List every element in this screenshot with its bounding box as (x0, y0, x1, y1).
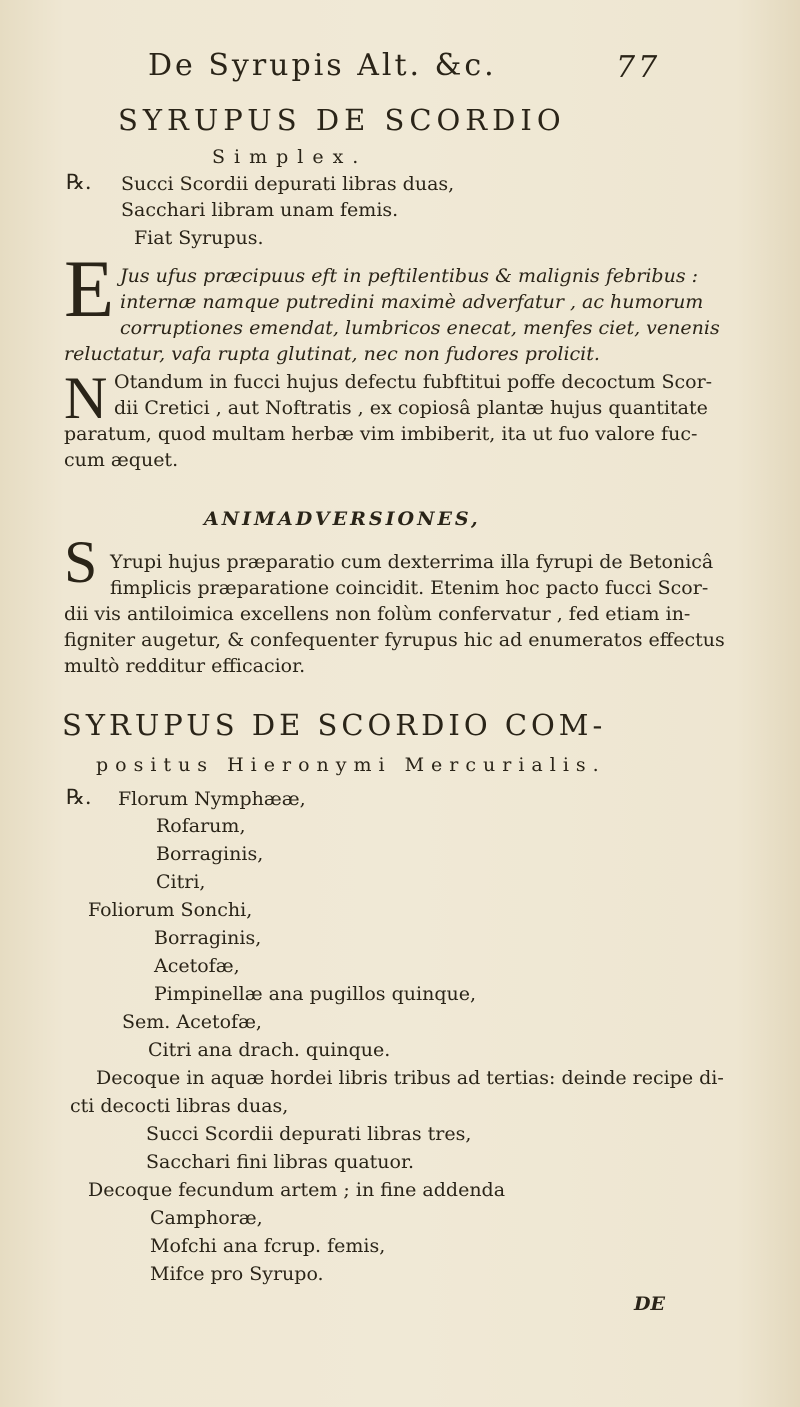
recipe-line: Pimpinellæ ana pugillos quinque, (154, 983, 476, 1005)
animadversiones-line: multò redditur efficacior. (64, 655, 306, 677)
usage-line: internæ namque putredini maximè adverfatur , ac humorum (120, 291, 704, 313)
recipe-line: Fiat Syrupus. (134, 227, 264, 249)
recipe-line: Rofarum, (156, 815, 246, 837)
recipe-line: Mifce pro Syrupo. (150, 1263, 324, 1285)
recipe-line: Borraginis, (156, 843, 264, 865)
recipe-line: Camphoræ, (150, 1207, 263, 1229)
animadversiones-line: fimplicis præparatione coincidit. Etenim hoc pacto fucci Scor- (110, 577, 709, 599)
recipe-line: Sem. Acetofæ, (122, 1011, 262, 1033)
recipe-line: Succi Scordii depurati libras tres, (146, 1123, 472, 1145)
animadversiones-line: figniter augetur, & confequenter fyrupus hic ad enumeratos effectus (64, 629, 725, 651)
animadversiones-heading: ANIMADVERSIONES, (204, 508, 481, 530)
recipe-line: Decoque in aquæ hordei libris tribus ad tertias: deinde recipe di- (96, 1067, 724, 1089)
animadversiones-line: Yrupi hujus præparatio cum dexterrima illa fyrupi de Betonicâ (110, 551, 714, 573)
note-line: dii Cretici , aut Noftratis , ex copiosâ plantæ hujus quantitate (114, 397, 708, 419)
catchword: DE (634, 1293, 665, 1315)
section-subtitle-simplex: Simplex. (212, 146, 368, 168)
page-number: 77 (616, 50, 661, 85)
animadversiones-line: dii vis antiloimica excellens non folùm confervatur , fed etiam in- (64, 603, 691, 625)
note-line: paratum, quod multam herbæ vim imbiberit, ita ut fuo valore fuc- (64, 423, 698, 445)
recipe-mark-2: ℞. (66, 785, 92, 809)
recipe-line: Succi Scordii depurati libras duas, (121, 173, 455, 195)
recipe-line: Decoque fecundum artem ; in fine addenda (88, 1179, 506, 1201)
drop-cap-n: N (64, 365, 108, 431)
running-header (148, 48, 661, 85)
section-title-compositus: SYRUPUS DE SCORDIO COM- (62, 708, 607, 742)
running-title: De Syrupis Alt. &c. (148, 48, 497, 83)
drop-cap-s: S (64, 529, 98, 595)
drop-cap-e: E (64, 243, 115, 334)
section-title-simplex: SYRUPUS DE SCORDIO (118, 103, 566, 137)
recipe-line: Sacchari libram unam femis. (121, 199, 399, 221)
usage-line: corruptiones emendat, lumbricos enecat, menfes ciet, venenis (120, 317, 720, 339)
usage-line: Jus ufus præcipuus eft in peftilentibus & malignis febribus : (120, 265, 699, 287)
recipe-line: Borraginis, (154, 927, 262, 949)
recipe-line: Citri ana drach. quinque. (148, 1039, 391, 1061)
recipe-line: Citri, (156, 871, 206, 893)
recipe-mark: ℞. (66, 170, 92, 194)
recipe-line: Mofchi ana fcrup. femis, (150, 1235, 386, 1257)
recipe-line: Sacchari fini libras quatuor. (146, 1151, 415, 1173)
section-subtitle-compositus: positus Hieronymi Mercurialis. (96, 754, 606, 776)
note-line: cum æquet. (64, 449, 179, 471)
recipe-line: Florum Nymphææ, (118, 788, 306, 810)
usage-line: reluctatur, vafa rupta glutinat, nec non fudores prolicit. (64, 343, 600, 365)
recipe-line: Acetofæ, (154, 955, 240, 977)
note-line: Otandum in fucci hujus defectu fubftitui poffe decoctum Scor- (114, 371, 713, 393)
recipe-line: cti decocti libras duas, (70, 1095, 289, 1117)
recipe-line: Foliorum Sonchi, (88, 899, 253, 921)
